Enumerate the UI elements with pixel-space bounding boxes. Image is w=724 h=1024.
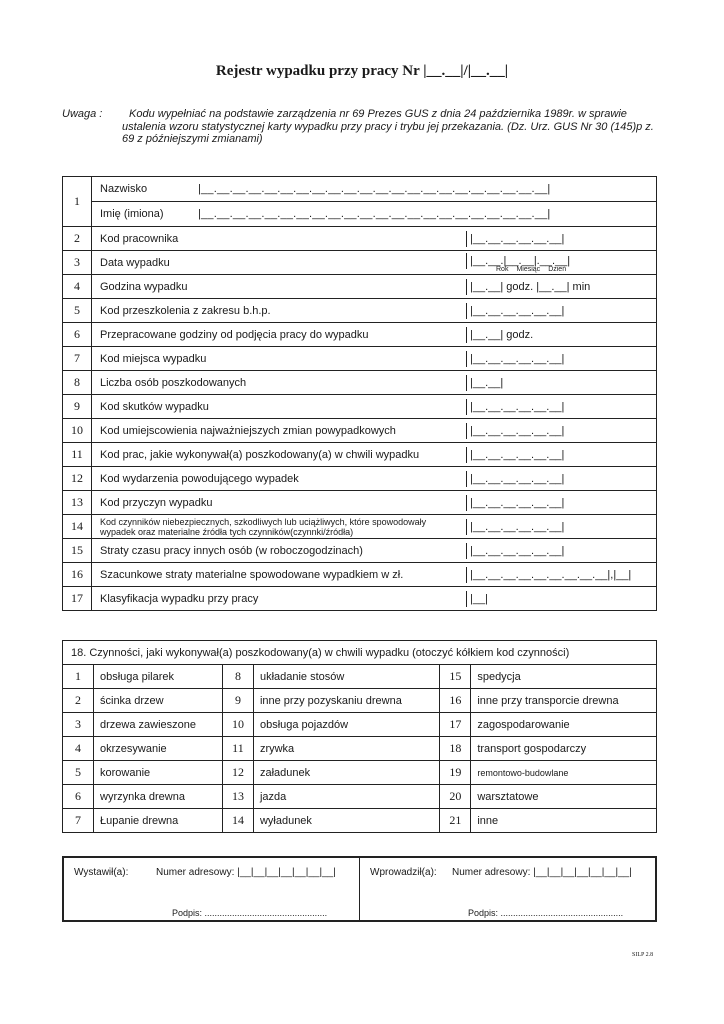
activity-code[interactable]: 6	[63, 785, 94, 809]
table-row	[63, 563, 657, 587]
activity-code[interactable]: 21	[440, 809, 471, 833]
date-part-label: Miesiąc	[516, 265, 541, 273]
row-number: 17	[63, 587, 92, 611]
entered-by-signature-label: Podpis:	[468, 908, 499, 918]
row-field-cell	[464, 467, 657, 491]
date-part-label: Rok	[496, 265, 509, 273]
names-label: Imię (imiona)	[100, 208, 164, 220]
code-field[interactable]: |__.__|	[466, 375, 503, 391]
issuer-signature-field[interactable]: .................................................	[204, 908, 328, 918]
activity-label: zagospodarowanie	[471, 713, 657, 737]
row-number: 5	[63, 299, 92, 323]
date-part-labels	[496, 266, 656, 273]
code-field[interactable]: |__.__.__.__.__.__|	[466, 543, 564, 559]
row-field-cell	[464, 371, 657, 395]
entered-by-section	[359, 858, 655, 920]
row-field-cell	[464, 395, 657, 419]
activity-label: zrywka	[253, 737, 439, 761]
activity-code[interactable]: 4	[63, 737, 94, 761]
activity-label: obsługa pojazdów	[253, 713, 439, 737]
row-number: 7	[63, 347, 92, 371]
table-row	[63, 227, 657, 251]
activity-label: inne przy transporcie drewna	[471, 689, 657, 713]
code-field[interactable]: |__.__.__.__.__.__|	[466, 231, 564, 247]
activity-code[interactable]: 17	[440, 713, 471, 737]
activity-label: drzewa zawieszone	[94, 713, 223, 737]
row-number: 1	[63, 177, 92, 227]
activity-label: wyładunek	[253, 809, 439, 833]
code-field[interactable]: |__.__.__.__.__.__|	[466, 303, 564, 319]
table-row	[63, 251, 657, 275]
row-label: Kod przeszkolenia z zakresu b.h.p.	[92, 299, 465, 323]
code-field[interactable]: |__|	[466, 591, 488, 607]
activity-code[interactable]: 13	[222, 785, 253, 809]
date-part-label: Dzień	[548, 265, 567, 273]
activity-label: obsługa pilarek	[94, 665, 223, 689]
activity-code[interactable]: 1	[63, 665, 94, 689]
activity-label: ścinka drzew	[94, 689, 223, 713]
row-number: 16	[63, 563, 92, 587]
table-row	[63, 491, 657, 515]
code-field[interactable]: |__.__.__.__.__.__|	[466, 423, 564, 439]
code-field[interactable]: |__.__.__.__.__.__|	[466, 495, 564, 511]
form-code: SILP 2.8	[632, 952, 654, 958]
activity-code[interactable]: 5	[63, 761, 94, 785]
entered-by-signature	[468, 908, 623, 918]
row-label: Kod pracownika	[92, 227, 465, 251]
issuer-address-field[interactable]: |__|__|__|__|__|__|__|	[237, 867, 336, 878]
note-label: Uwaga :	[62, 108, 103, 120]
table-row	[63, 347, 657, 371]
row-field-cell	[464, 515, 657, 539]
row-number: 6	[63, 323, 92, 347]
row-number: 13	[63, 491, 92, 515]
row-label: Klasyfikacja wypadku przy pracy	[92, 587, 465, 611]
entered-by-address-number	[452, 867, 632, 878]
row-number: 14	[63, 515, 92, 539]
row-label: Data wypadku	[92, 251, 465, 275]
activity-code[interactable]: 3	[63, 713, 94, 737]
code-field[interactable]: |__.__.__.__.__.__|	[466, 351, 564, 367]
surname-label: Nazwisko	[100, 183, 148, 195]
activity-label: warsztatowe	[471, 785, 657, 809]
activity-code[interactable]: 9	[222, 689, 253, 713]
accident-register-table	[62, 176, 657, 611]
activity-code[interactable]: 16	[440, 689, 471, 713]
table-row	[63, 395, 657, 419]
row-field-cell	[464, 227, 657, 251]
row-number: 9	[63, 395, 92, 419]
row-number: 2	[63, 227, 92, 251]
row-field-cell	[464, 323, 657, 347]
activity-label: załadunek	[253, 761, 439, 785]
table-row	[63, 587, 657, 611]
row-label: Kod miejsca wypadku	[92, 347, 465, 371]
row-number: 4	[63, 275, 92, 299]
names-row	[92, 202, 657, 227]
activity-code[interactable]: 14	[222, 809, 253, 833]
row-number: 10	[63, 419, 92, 443]
activity-label: okrzesywanie	[94, 737, 223, 761]
row-label: Kod prac, jakie wykonywał(a) poszkodowany(a) w chwili wypadku	[92, 443, 465, 467]
code-field[interactable]: |__.__.__.__.__.__.__.__.__|,|__|	[466, 567, 631, 583]
code-field[interactable]: |__.__.__.__.__.__|	[466, 399, 564, 415]
page-title: Rejestr wypadku przy pracy Nr |__.__|/|__.__|	[215, 63, 509, 79]
surname-row	[92, 177, 657, 202]
code-field[interactable]: |__.__.__.__.__.__|	[466, 471, 564, 487]
issuer-section	[64, 858, 359, 920]
row-number: 3	[63, 251, 92, 275]
activity-code[interactable]: 10	[222, 713, 253, 737]
row-number: 11	[63, 443, 92, 467]
activity-label: wyrzynka drewna	[94, 785, 223, 809]
row-field-cell	[464, 251, 657, 275]
row-field-cell	[464, 275, 657, 299]
table-row	[63, 275, 657, 299]
issuer-address-number	[156, 867, 336, 878]
issuer-signature	[172, 908, 327, 918]
row-field-cell	[464, 299, 657, 323]
row-label: Straty czasu pracy innych osób (w roboczogodzinach)	[92, 539, 465, 563]
row-label: Kod przyczyn wypadku	[92, 491, 465, 515]
activity-code[interactable]: 20	[440, 785, 471, 809]
activity-label: remontowo-budowlane	[471, 761, 657, 785]
activity-code[interactable]: 8	[222, 665, 253, 689]
table-row	[63, 539, 657, 563]
activity-label: układanie stosów	[253, 665, 439, 689]
activities-table	[62, 640, 657, 833]
activity-label: Łupanie drewna	[94, 809, 223, 833]
row-label: Godzina wypadku	[92, 275, 465, 299]
row-number: 8	[63, 371, 92, 395]
issuer-address-label: Numer adresowy:	[156, 867, 235, 878]
row-field-cell	[464, 419, 657, 443]
activities-header: 18. Czynności, jaki wykonywał(a) poszkodowany(a) w chwili wypadku (otoczyć kółkiem kod czynności)	[63, 641, 657, 665]
code-field[interactable]: |__.__.|__.__|.__.__|	[466, 253, 570, 269]
code-field[interactable]: |__.__.__.__.__.__|	[466, 447, 564, 463]
table-row	[63, 371, 657, 395]
table-row	[63, 809, 657, 833]
activity-code[interactable]: 19	[440, 761, 471, 785]
row-field-cell	[464, 563, 657, 587]
activity-code[interactable]: 2	[63, 689, 94, 713]
activity-label: inne	[471, 809, 657, 833]
activity-code[interactable]: 18	[440, 737, 471, 761]
table-row	[63, 665, 657, 689]
entered-by-address-field[interactable]: |__|__|__|__|__|__|__|	[533, 867, 632, 878]
table-row	[63, 785, 657, 809]
entered-by-label: Wprowadził(a):	[370, 867, 437, 878]
row-label: Liczba osób poszkodowanych	[92, 371, 465, 395]
row-label: Kod skutków wypadku	[92, 395, 465, 419]
note-text: Kodu wypełniać na podstawie zarządzenia nr 69 Prezes GUS z dnia 24 października 1989r. w sprawie ustalenia wzoru statystycznej karty wypadku przy pracy i trybu jej przekazania. (Dz. Urz. GUS Nr 30 (145)p z. 69 z późniejszymi zmianami)	[122, 108, 654, 145]
row-field-cell	[464, 539, 657, 563]
code-field[interactable]: |__.__| godz.	[466, 327, 533, 343]
row-field-cell	[464, 491, 657, 515]
row-field-cell	[464, 443, 657, 467]
activity-label: inne przy pozyskaniu drewna	[253, 689, 439, 713]
row-label: Kod umiejscowienia najważniejszych zmian powypadkowych	[92, 419, 465, 443]
names-field[interactable]: |__.__.__.__.__.__.__.__.__.__.__.__.__.__.__.__.__.__.__.__.__.__|	[198, 208, 551, 220]
table-row	[63, 443, 657, 467]
table-row	[63, 689, 657, 713]
row-number: 12	[63, 467, 92, 491]
table-row	[63, 323, 657, 347]
row-label: Kod czynników niebezpiecznych, szkodliwych lub uciążliwych, które spowodowały wypadek oraz materialne źródła tych czynników(czynnki/źródła)	[92, 515, 465, 539]
activity-label: spedycja	[471, 665, 657, 689]
issuer-label: Wystawił(a):	[74, 867, 129, 878]
row-field-cell	[464, 347, 657, 371]
table-row	[63, 737, 657, 761]
table-row	[63, 419, 657, 443]
activity-label: transport gospodarczy	[471, 737, 657, 761]
table-row	[63, 515, 657, 539]
issuer-signature-label: Podpis:	[172, 908, 203, 918]
table-row	[63, 713, 657, 737]
row-field-cell	[464, 587, 657, 611]
table-row	[63, 299, 657, 323]
activity-code[interactable]: 11	[222, 737, 253, 761]
code-field[interactable]: |__.__.__.__.__.__|	[466, 519, 564, 535]
table-row	[63, 467, 657, 491]
row-number: 15	[63, 539, 92, 563]
table-row	[63, 761, 657, 785]
entered-by-signature-field[interactable]: .................................................	[500, 908, 624, 918]
row-label: Przepracowane godziny od podjęcia pracy do wypadku	[92, 323, 465, 347]
activity-code[interactable]: 7	[63, 809, 94, 833]
code-field[interactable]: |__.__| godz. |__.__| min	[466, 279, 590, 295]
signature-box	[62, 856, 657, 922]
activity-code[interactable]: 12	[222, 761, 253, 785]
surname-field[interactable]: |__.__.__.__.__.__.__.__.__.__.__.__.__.__.__.__.__.__.__.__.__.__|	[198, 183, 551, 195]
entered-by-address-label: Numer adresowy:	[452, 867, 531, 878]
activity-code[interactable]: 15	[440, 665, 471, 689]
activity-label: jazda	[253, 785, 439, 809]
activity-label: korowanie	[94, 761, 223, 785]
row-label: Szacunkowe straty materialne spowodowane wypadkiem w zł.	[92, 563, 465, 587]
row-label: Kod wydarzenia powodującego wypadek	[92, 467, 465, 491]
